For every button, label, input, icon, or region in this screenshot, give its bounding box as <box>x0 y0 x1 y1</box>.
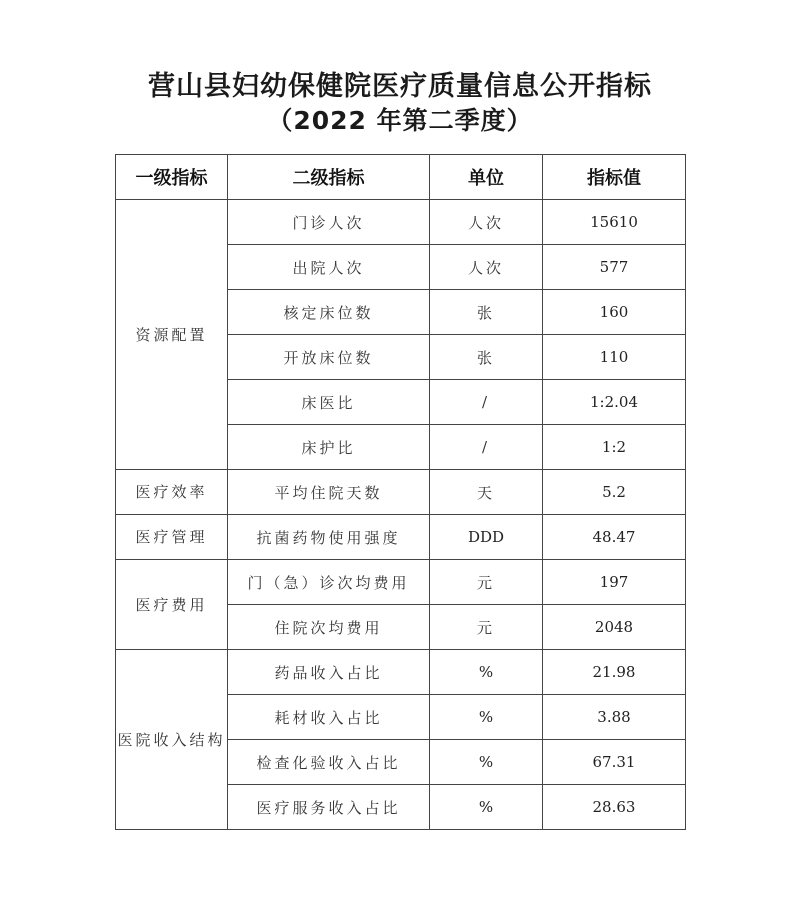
indicator-cell: 门诊人次 <box>228 200 430 245</box>
indicator-cell: 住院次均费用 <box>228 605 430 650</box>
indicator-table <box>115 154 686 830</box>
unit-cell: 人次 <box>430 200 543 245</box>
value-cell: 1:2 <box>543 425 686 470</box>
indicator-cell: 耗材收入占比 <box>228 695 430 740</box>
value-cell: 48.47 <box>543 515 686 560</box>
document-title: 营山县妇幼保健院医疗质量信息公开指标 <box>148 71 652 102</box>
unit-cell: % <box>430 650 543 695</box>
header-level2: 二级指标 <box>228 155 430 200</box>
unit-cell: 张 <box>430 335 543 380</box>
indicator-cell: 平均住院天数 <box>228 470 430 515</box>
unit-cell: % <box>430 740 543 785</box>
value-cell: 67.31 <box>543 740 686 785</box>
value-cell: 577 <box>543 245 686 290</box>
value-cell: 5.2 <box>543 470 686 515</box>
table-row <box>116 515 686 560</box>
indicator-cell: 检查化验收入占比 <box>228 740 430 785</box>
document-subtitle: （2022 年第二季度） <box>267 106 533 135</box>
indicator-cell: 床护比 <box>228 425 430 470</box>
header-unit: 单位 <box>430 155 543 200</box>
value-cell: 3.88 <box>543 695 686 740</box>
unit-cell: 张 <box>430 290 543 335</box>
value-cell: 197 <box>543 560 686 605</box>
unit-cell: DDD <box>430 515 543 560</box>
indicator-cell: 床医比 <box>228 380 430 425</box>
value-cell: 21.98 <box>543 650 686 695</box>
table-row <box>116 470 686 515</box>
indicator-cell: 医疗服务收入占比 <box>228 785 430 830</box>
indicator-cell: 门（急）诊次均费用 <box>228 560 430 605</box>
value-cell: 110 <box>543 335 686 380</box>
unit-cell: 元 <box>430 560 543 605</box>
category-cell: 医疗管理 <box>116 515 228 560</box>
unit-cell: 天 <box>430 470 543 515</box>
unit-cell: % <box>430 785 543 830</box>
table-row <box>116 200 686 245</box>
value-cell: 15610 <box>543 200 686 245</box>
table-header-row <box>116 155 686 200</box>
indicator-cell: 出院人次 <box>228 245 430 290</box>
indicator-cell: 药品收入占比 <box>228 650 430 695</box>
unit-cell: 人次 <box>430 245 543 290</box>
category-cell: 医疗效率 <box>116 470 228 515</box>
table-row <box>116 650 686 695</box>
category-cell: 医疗费用 <box>116 560 228 650</box>
header-level1: 一级指标 <box>116 155 228 200</box>
value-cell: 160 <box>543 290 686 335</box>
value-cell: 28.63 <box>543 785 686 830</box>
table-row <box>116 560 686 605</box>
indicator-cell: 核定床位数 <box>228 290 430 335</box>
unit-cell: / <box>430 380 543 425</box>
header-value: 指标值 <box>543 155 686 200</box>
unit-cell: 元 <box>430 605 543 650</box>
category-cell: 资源配置 <box>116 200 228 470</box>
indicator-cell: 开放床位数 <box>228 335 430 380</box>
value-cell: 1:2.04 <box>543 380 686 425</box>
indicator-cell: 抗菌药物使用强度 <box>228 515 430 560</box>
unit-cell: / <box>430 425 543 470</box>
unit-cell: % <box>430 695 543 740</box>
value-cell: 2048 <box>543 605 686 650</box>
category-cell: 医院收入结构 <box>116 650 228 830</box>
